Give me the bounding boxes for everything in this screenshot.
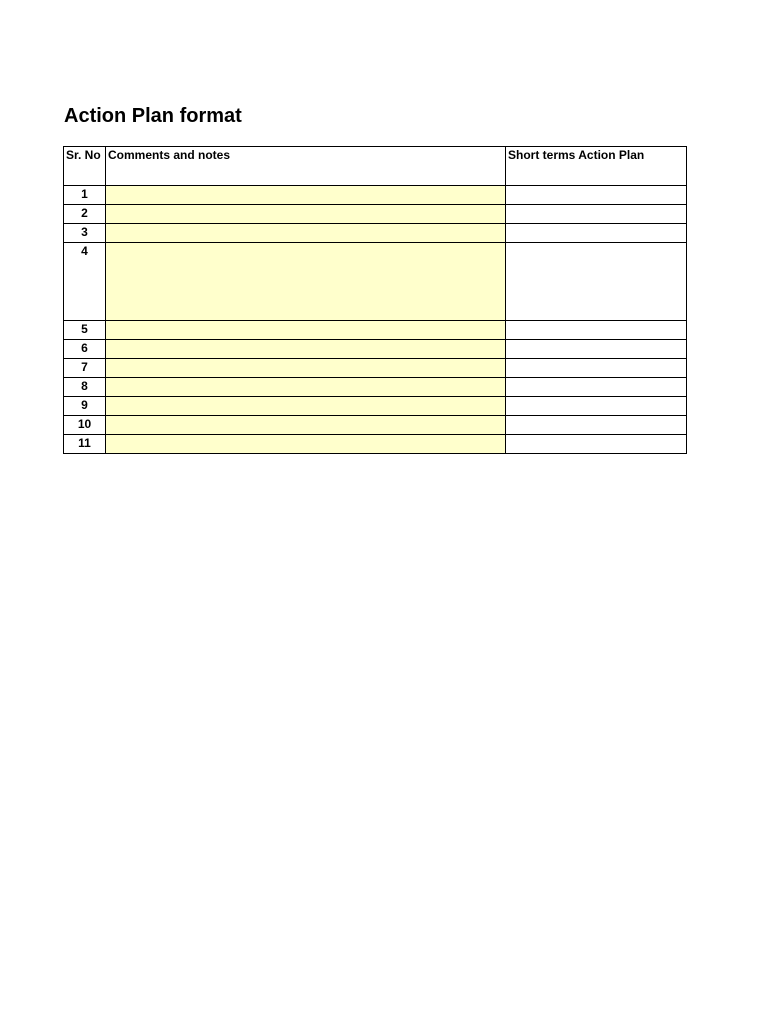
sr-no-cell: 3 xyxy=(64,224,106,243)
comments-cell[interactable] xyxy=(106,224,506,243)
header-sr-no: Sr. No xyxy=(64,147,106,186)
action-plan-cell[interactable] xyxy=(506,359,687,378)
action-plan-cell[interactable] xyxy=(506,205,687,224)
sr-no-cell: 11 xyxy=(64,435,106,454)
sr-no-cell: 2 xyxy=(64,205,106,224)
action-plan-cell[interactable] xyxy=(506,340,687,359)
sr-no-cell: 5 xyxy=(64,321,106,340)
header-action-plan: Short terms Action Plan xyxy=(506,147,687,186)
sr-no-cell: 9 xyxy=(64,397,106,416)
comments-cell[interactable] xyxy=(106,416,506,435)
action-plan-cell[interactable] xyxy=(506,397,687,416)
comments-cell[interactable] xyxy=(106,205,506,224)
sr-no-cell: 4 xyxy=(64,243,106,321)
action-plan-table xyxy=(63,146,687,454)
sr-no-cell: 10 xyxy=(64,416,106,435)
comments-cell[interactable] xyxy=(106,397,506,416)
action-plan-cell[interactable] xyxy=(506,321,687,340)
sr-no-cell: 6 xyxy=(64,340,106,359)
action-plan-cell[interactable] xyxy=(506,224,687,243)
table-header-row xyxy=(64,147,687,186)
table-row xyxy=(64,378,687,397)
comments-cell[interactable] xyxy=(106,378,506,397)
header-comments: Comments and notes xyxy=(106,147,506,186)
sr-no-cell: 1 xyxy=(64,186,106,205)
comments-cell[interactable] xyxy=(106,340,506,359)
action-plan-cell[interactable] xyxy=(506,186,687,205)
table-row xyxy=(64,186,687,205)
table-row xyxy=(64,243,687,321)
action-plan-cell[interactable] xyxy=(506,378,687,397)
sr-no-cell: 8 xyxy=(64,378,106,397)
table-row xyxy=(64,340,687,359)
table-row xyxy=(64,397,687,416)
comments-cell[interactable] xyxy=(106,186,506,205)
table-row xyxy=(64,321,687,340)
table-row xyxy=(64,416,687,435)
table-row xyxy=(64,205,687,224)
comments-cell[interactable] xyxy=(106,243,506,321)
table-row xyxy=(64,224,687,243)
table-row xyxy=(64,435,687,454)
comments-cell[interactable] xyxy=(106,359,506,378)
comments-cell[interactable] xyxy=(106,435,506,454)
table-row xyxy=(64,359,687,378)
action-plan-cell[interactable] xyxy=(506,416,687,435)
sr-no-cell: 7 xyxy=(64,359,106,378)
action-plan-cell[interactable] xyxy=(506,435,687,454)
comments-cell[interactable] xyxy=(106,321,506,340)
action-plan-cell[interactable] xyxy=(506,243,687,321)
page-title: Action Plan format xyxy=(64,105,242,127)
